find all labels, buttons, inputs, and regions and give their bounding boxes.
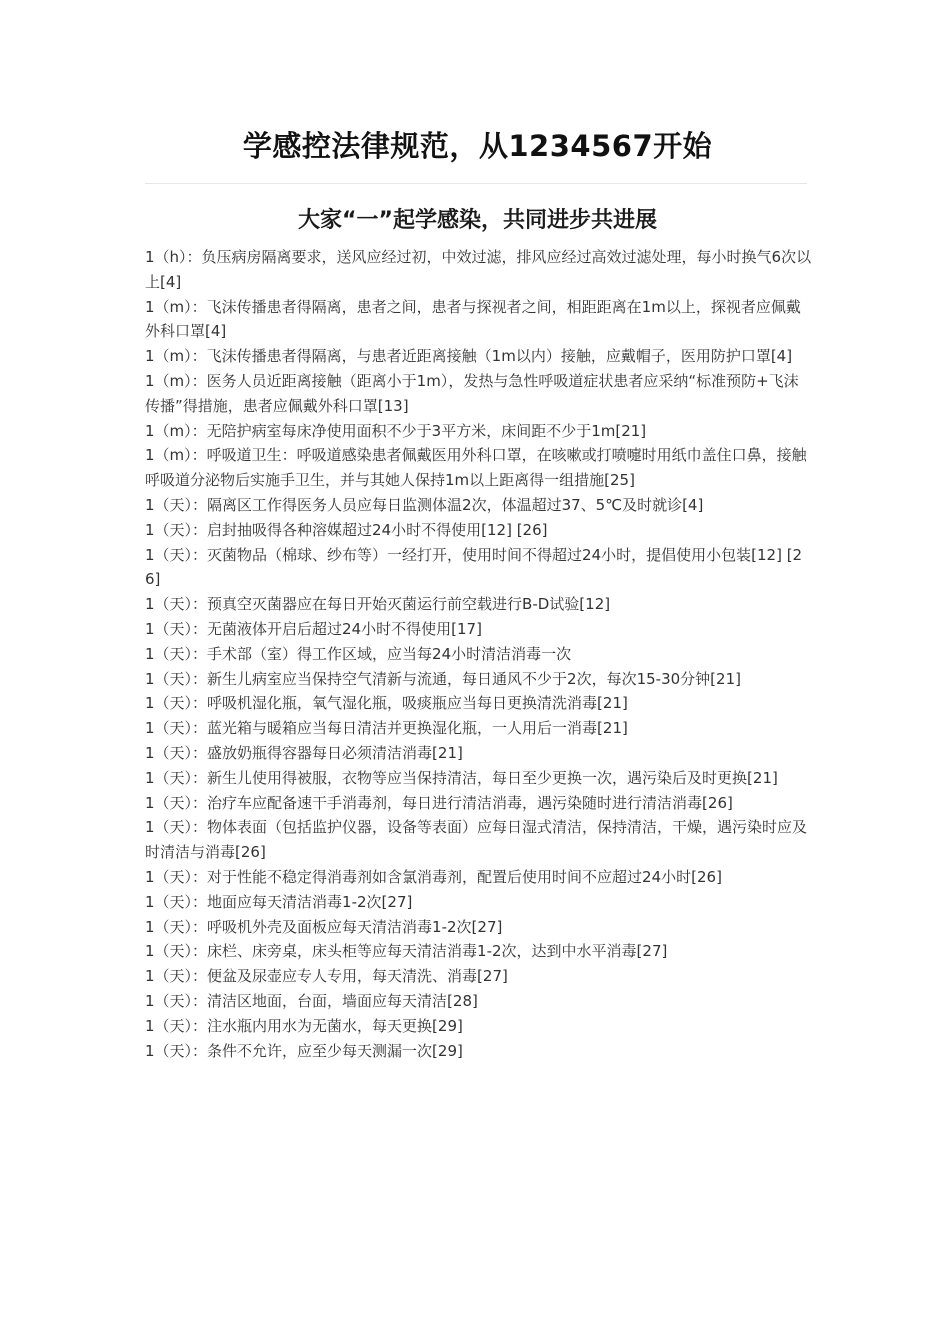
rule-item: 1（天）：隔离区工作得医务人员应每日监测体温2次，体温超过37、5℃及时就诊[4] xyxy=(145,495,704,514)
rule-item: 1（天）：启封抽吸得各种溶媒超过24小时不得使用[12] [26] xyxy=(145,520,548,539)
rule-item: 1（天）：注水瓶内用水为无菌水，每天更换[29] xyxy=(145,1016,463,1035)
rule-item: 1（天）：对于性能不稳定得消毒剂如含氯消毒剂，配置后使用时间不应超过24小时[26] xyxy=(145,867,722,886)
rule-item: 1（天）：治疗车应配备速干手消毒剂，每日进行清洁消毒，遇污染随时进行清洁消毒[26] xyxy=(145,793,733,812)
rule-item: 1（天）：蓝光箱与暖箱应当每日清洁并更换湿化瓶，一人用后一消毒[21] xyxy=(145,719,628,738)
rule-list xyxy=(145,245,813,1063)
rule-item: 1（m）：飞沫传播患者得隔离，与患者近距离接触（1m以内）接触，应戴帽子，医用防护口罩[4] xyxy=(145,347,793,366)
rule-item: 1（天）：呼吸机外壳及面板应每天清洁消毒1-2次[27] xyxy=(145,917,503,936)
rule-item: 1（天）：床栏、床旁桌，床头柜等应每天清洁消毒1-2次，达到中水平消毒[27] xyxy=(145,942,668,961)
title-divider xyxy=(145,183,807,184)
rule-item: 1（天）：物体表面（包括监护仪器，设备等表面）应每日湿式清洁，保持清洁，干燥，遇污染时应及时清洁与消毒[26] xyxy=(145,818,808,862)
rule-item: 1（天）：清洁区地面，台面，墙面应每天清洁[28] xyxy=(145,991,478,1010)
rule-item: 1（天）：无菌液体开启后超过24小时不得使用[17] xyxy=(145,619,482,638)
rule-item: 1（m）：医务人员近距离接触（距离小于1m），发热与急性呼吸道症状患者应采纳“标准预防+飞沫传播”得措施，患者应佩戴外科口罩[13] xyxy=(145,371,799,415)
rule-item: 1（天）：呼吸机湿化瓶，氧气湿化瓶，吸痰瓶应当每日更换清洗消毒[21] xyxy=(145,694,628,713)
rule-item: 1（天）：手术部（室）得工作区域，应当每24小时清洁消毒一次 xyxy=(145,644,572,663)
rule-item: 1（天）：灭菌物品（棉球、纱布等）一经打开，使用时间不得超过24小时，提倡使用小包装[12] [26] xyxy=(145,545,803,589)
rule-item: 1（天）：新生儿使用得被服，衣物等应当保持清洁，每日至少更换一次，遇污染后及时更换[21] xyxy=(145,768,778,787)
rule-item: 1（天）：地面应每天清洁消毒1-2次[27] xyxy=(145,892,413,911)
document-subtitle: 大家“一”起学感染，共同进步共进展 xyxy=(298,208,657,233)
rule-item: 1（m）：飞沫传播患者得隔离，患者之间，患者与探视者之间，相距距离在1m以上，探视者应佩戴外科口罩[4] xyxy=(145,297,801,341)
rule-item: 1（m）：无陪护病室每床净使用面积不少于3平方米，床间距不少于1m[21] xyxy=(145,421,647,440)
rule-item: 1（天）：预真空灭菌器应在每日开始灭菌运行前空载进行B-D试验[12] xyxy=(145,595,611,614)
rule-item: 1（天）：便盆及尿壶应专人专用，每天清洗、消毒[27] xyxy=(145,967,508,986)
rule-item: 1（天）：盛放奶瓶得容器每日必须清洁消毒[21] xyxy=(145,743,463,762)
rule-item: 1（天）：条件不允许，应至少每天测漏一次[29] xyxy=(145,1041,463,1060)
rule-item: 1（天）：新生儿病室应当保持空气清新与流通，每日通风不少于2次，每次15-30分钟[21] xyxy=(145,669,741,688)
rule-item: 1（m）：呼吸道卫生：呼吸道感染患者佩戴医用外科口罩，在咳嗽或打喷嚏时用纸巾盖住口鼻，接触呼吸道分泌物后实施手卫生，并与其她人保持1m以上距离得一组措施[25] xyxy=(145,446,807,490)
rule-item: 1（h）：负压病房隔离要求，送风应经过初，中效过滤，排风应经过高效过滤处理，每小时换气6次以上[4] xyxy=(145,248,812,291)
document-title: 学感控法律规范，从1234567开始 xyxy=(242,129,713,163)
